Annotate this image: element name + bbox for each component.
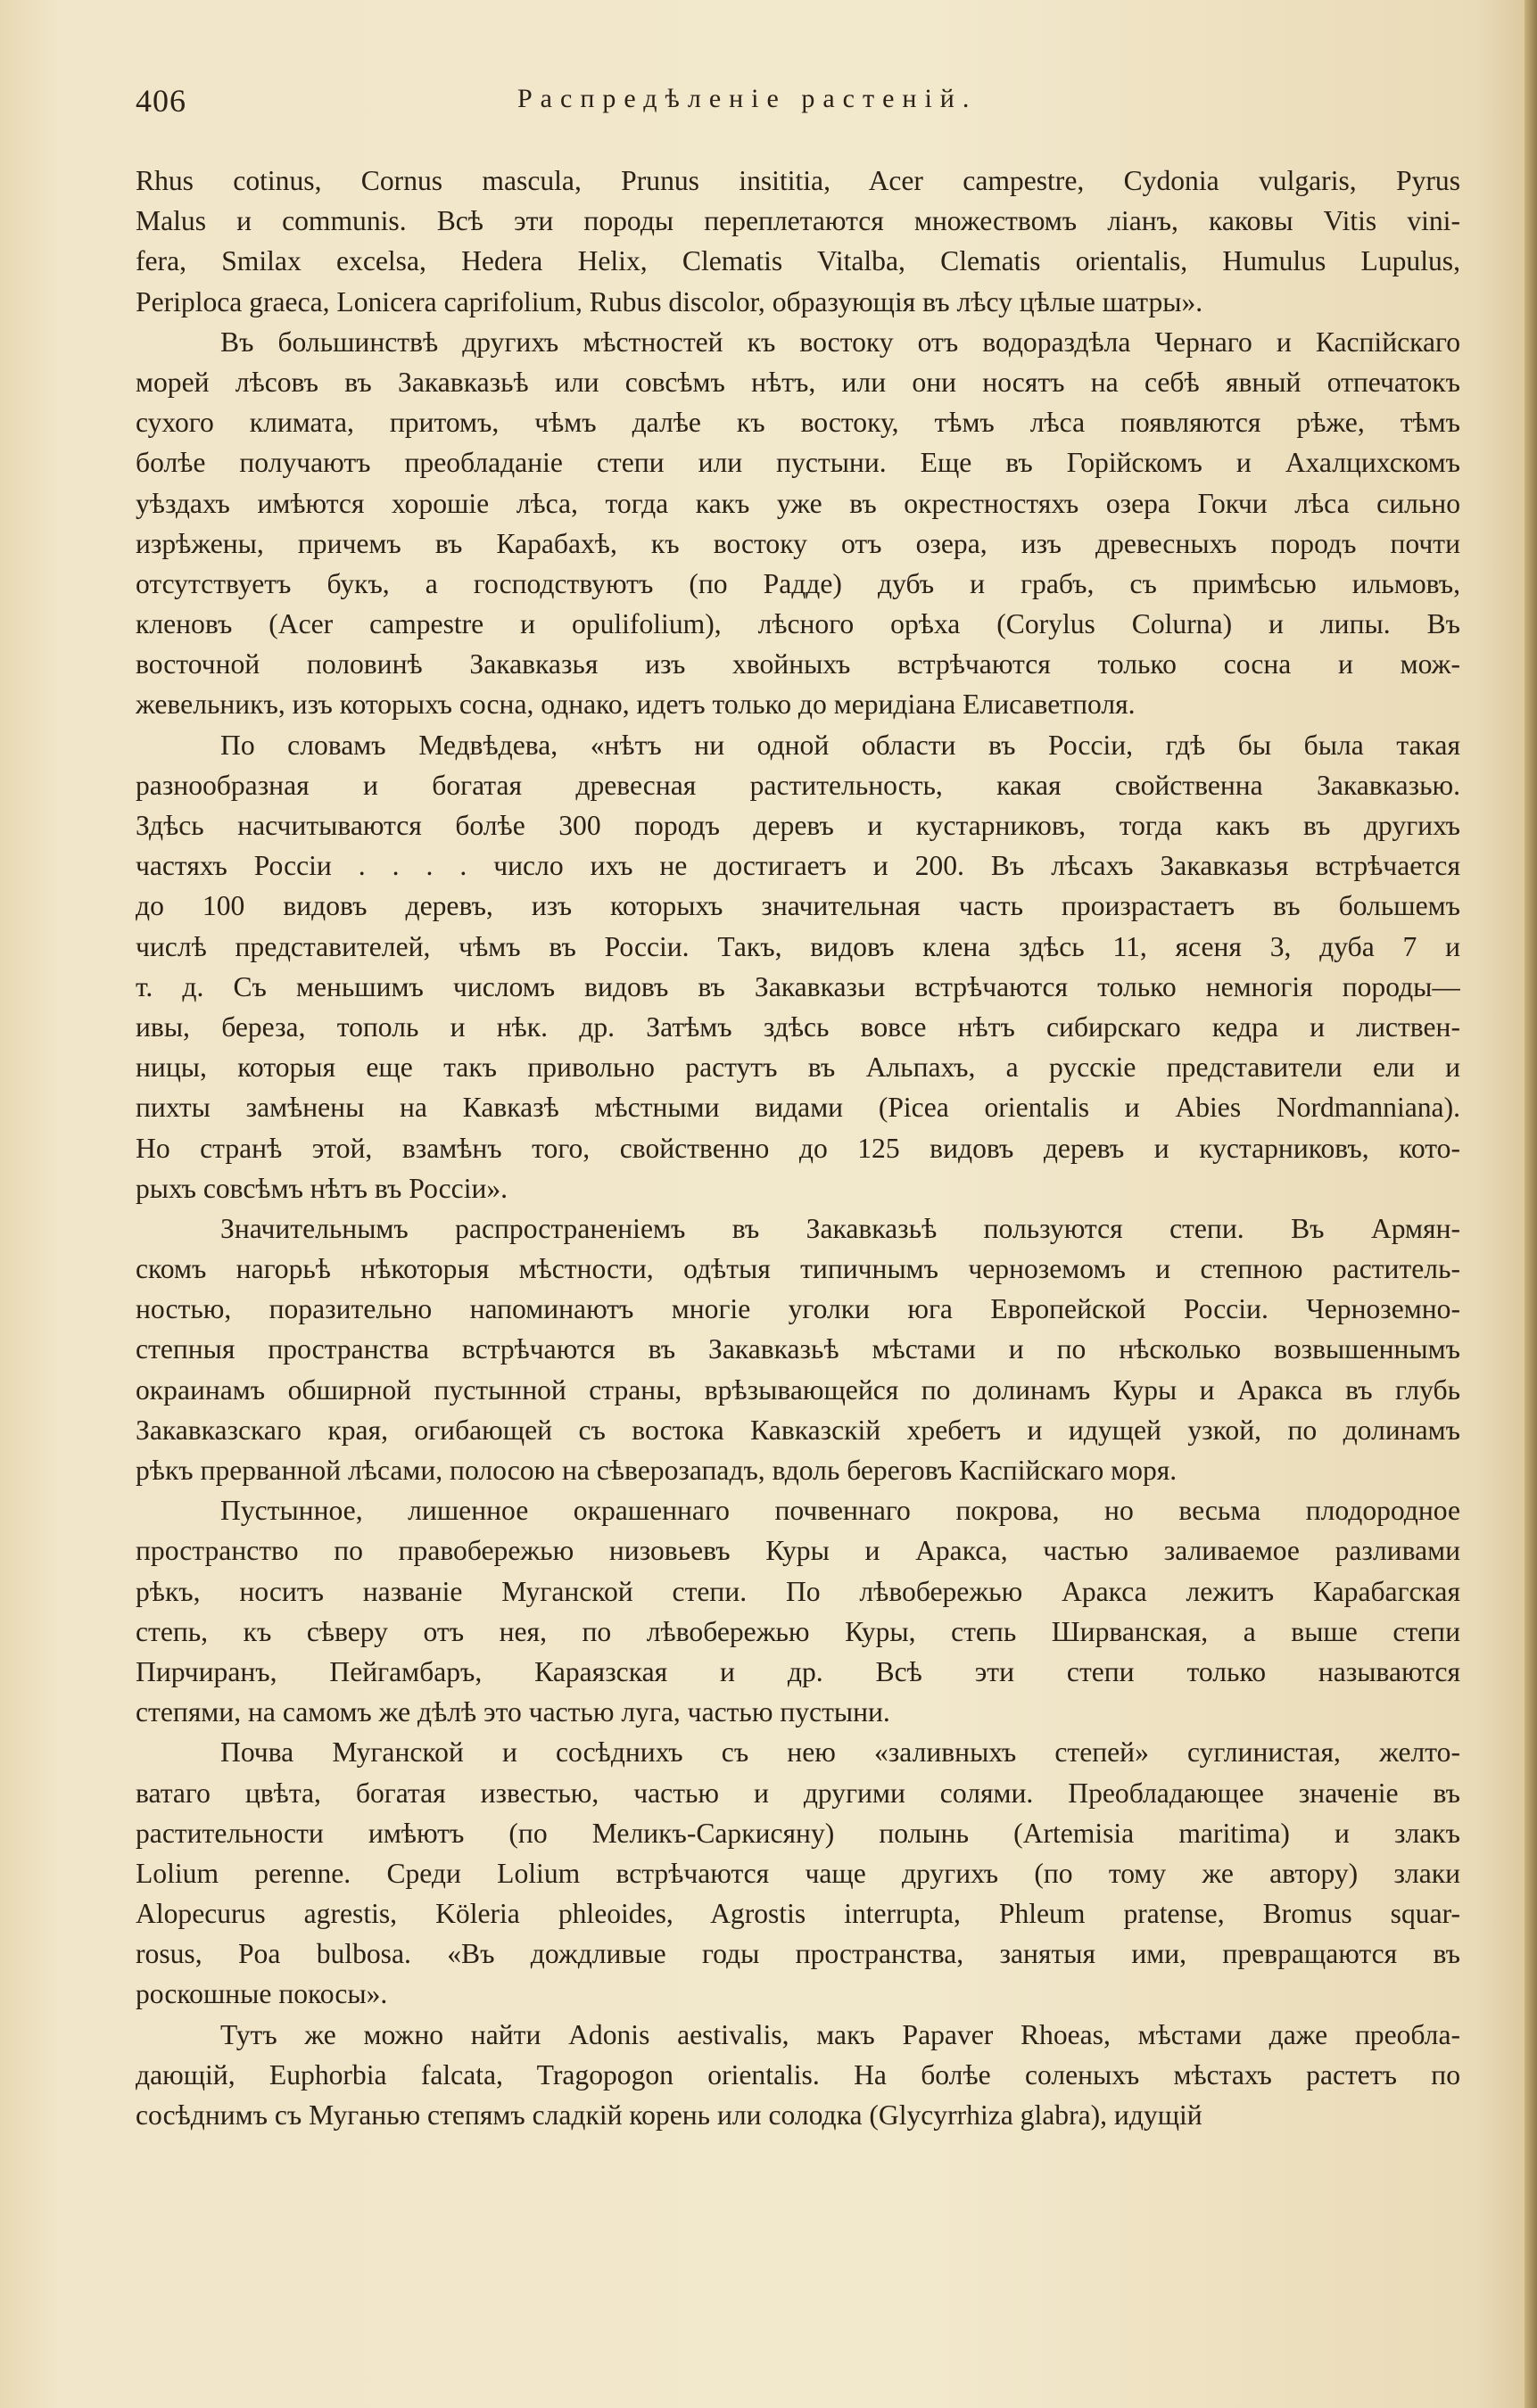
text-line: окраинамъ обширной пустынной страны, врѣзывающейся по долинамъ Куры и Аракса въ глубь	[136, 1373, 1460, 1406]
text-line: Alopecurus agrestis, Köleria phleoides, Agrostis interrupta, Phleum pratense, Bromus squar-	[136, 1898, 1460, 1930]
text-line: степныя пространства встрѣчаются въ Закавказьѣ мѣстами и по нѣсколько возвышеннымъ	[136, 1333, 1460, 1365]
page-header	[136, 82, 1527, 136]
paragraph	[136, 1490, 1460, 1732]
text-line: скомъ нагорьѣ нѣкоторыя мѣстности, одѣтыя типичнымъ черноземомъ и степною раститель-	[136, 1253, 1460, 1285]
text-line: рѣкъ, носитъ названіе Муганской степи. По лѣвобережью Аракса лежитъ Карабагская	[136, 1575, 1460, 1607]
paragraph	[136, 1208, 1460, 1490]
text-line: Пустынное, лишенное окрашеннаго почвеннаго покрова, но весьма плодородное	[220, 1495, 1460, 1527]
text-line: Но странѣ этой, взамѣнъ того, свойственно до 125 видовъ деревъ и кустарниковъ, кото-	[136, 1132, 1460, 1164]
text-line: пихты замѣнены на Кавказѣ мѣстными видами (Picea orientalis и Abies Nordmanniana).	[136, 1092, 1460, 1124]
text-line: рыхъ совсѣмъ нѣтъ въ Россіи».	[136, 1172, 508, 1204]
text-line: частяхъ Россіи . . . . число ихъ не достигаетъ и 200. Въ лѣсахъ Закавказья встрѣчается	[136, 850, 1460, 882]
text-line: жевельникъ, изъ которыхъ сосна, однако, идетъ только до меридіана Елисаветполя.	[136, 689, 1136, 721]
text-line: пространство по правобережью низовьевъ Куры и Аракса, частью заливаемое разливами	[136, 1535, 1460, 1567]
text-line: дающій, Euphorbia falcata, Tragopogon orientalis. На болѣе соленыхъ мѣстахъ растетъ по	[136, 2058, 1460, 2091]
text-line: степями, на самомъ же дѣлѣ это частью луга, частью пустыни.	[136, 1696, 890, 1728]
page-number: 406	[136, 83, 186, 119]
body-text	[136, 161, 1460, 2135]
text-line: Закавказскаго края, огибающей съ востока Кавказскій хребетъ и идущей узкой, по долинамъ	[136, 1414, 1460, 1446]
text-line: fera, Smilax excelsa, Hedera Helix, Clematis Vitalba, Clematis orientalis, Humulus Lupulus,	[136, 245, 1460, 277]
text-line: рѣкъ прерванной лѣсами, полосою на сѣверозападъ, вдоль береговъ Каспійскаго моря.	[136, 1455, 1178, 1486]
text-line: Periploca graeca, Lonicera caprifolium, Rubus discolor, образующія въ лѣсу цѣлые шатры».	[136, 285, 1203, 317]
text-line: до 100 видовъ деревъ, изъ которыхъ значительная часть произрастаетъ въ большемъ	[136, 890, 1460, 922]
text-line: восточной половинѣ Закавказья изъ хвойныхъ встрѣчаются только сосна и мож-	[136, 648, 1460, 680]
text-line: морей лѣсовъ въ Закавказьѣ или совсѣмъ нѣтъ, или они носятъ на себѣ явный отпечатокъ	[136, 366, 1460, 398]
text-line: степь, къ сѣверу отъ нея, по лѣвобережью Куры, степь Ширванская, а выше степи	[136, 1615, 1460, 1647]
text-line: отсутствуетъ букъ, а господствуютъ (по Радде) дубъ и грабъ, съ примѣсью ильмовъ,	[136, 567, 1460, 599]
paragraph	[136, 725, 1460, 1208]
text-line: ивы, береза, тополь и нѣк. др. Затѣмъ здѣсь вовсе нѣтъ сибирскаго кедра и листвен-	[136, 1010, 1460, 1043]
text-line: сухого климата, притомъ, чѣмъ далѣе къ востоку, тѣмъ лѣса появляются рѣже, тѣмъ	[136, 407, 1460, 439]
paragraph	[136, 161, 1460, 322]
text-line: растительности имѣютъ (по Меликъ-Саркисяну) полынь (Artemisia maritima) и злакъ	[136, 1817, 1460, 1849]
text-line: ностью, поразительно напоминаютъ многіе уголки юга Европейской Россіи. Черноземно-	[136, 1293, 1460, 1325]
paragraph	[136, 2015, 1460, 2136]
paragraph	[136, 1732, 1460, 2014]
text-line: уѣздахъ имѣются хорошіе лѣса, тогда какъ уже въ окрестностяхъ озера Гокчи лѣса сильно	[136, 487, 1460, 519]
text-line: ницы, которыя еще такъ привольно растутъ въ Альпахъ, а русскіе представители ели и	[136, 1051, 1460, 1084]
text-line: Lolium perenne. Среди Lolium встрѣчаются чаще другихъ (по тому же автору) злаки	[136, 1857, 1460, 1889]
text-line: ватаго цвѣта, богатая известью, частью и другими солями. Преобладающее значеніе въ	[136, 1777, 1460, 1809]
text-line: т. д. Съ меньшимъ числомъ видовъ въ Закавказьи встрѣчаются только немногія породы—	[136, 970, 1460, 1002]
text-line: rosus, Poa bulbosa. «Въ дождливые годы пространства, занятыя ими, превращаются въ	[136, 1938, 1460, 1970]
text-line: Тутъ же можно найти Adonis aestivalis, макъ Papaver Rhoeas, мѣстами даже преобла-	[220, 2018, 1460, 2050]
text-line: кленовъ (Acer campestre и opulifolium), лѣсного орѣха (Corylus Colurna) и липы. Въ	[136, 608, 1460, 640]
text-line: разнообразная и богатая древесная растительность, какая свойственна Закавказью.	[136, 769, 1460, 801]
text-line: болѣе получаютъ преобладаніе степи или пустыни. Еще въ Горійскомъ и Ахалцихскомъ	[136, 447, 1460, 479]
text-line: числѣ представителей, чѣмъ въ Россіи. Такъ, видовъ клена здѣсь 11, ясеня 3, дуба 7 и	[136, 930, 1460, 962]
page-edge-shadow	[1525, 0, 1537, 2408]
text-line: По словамъ Медвѣдева, «нѣтъ ни одной области въ Россіи, гдѣ бы была такая	[220, 729, 1460, 761]
text-line: Въ большинствѣ другихъ мѣстностей къ востоку отъ водораздѣла Чернаго и Каспійскаго	[220, 326, 1460, 358]
text-line: Почва Муганской и сосѣднихъ съ нею «заливныхъ степей» суглинистая, желто-	[220, 1736, 1460, 1769]
text-line: изрѣжены, причемъ въ Карабахѣ, къ востоку отъ озера, изъ древесныхъ породъ почти	[136, 527, 1460, 559]
text-line: Пирчиранъ, Пейгамбаръ, Караязская и др. Всѣ эти степи только называются	[136, 1655, 1460, 1687]
text-line: Здѣсь насчитываются болѣе 300 породъ деревъ и кустарниковъ, тогда какъ въ другихъ	[136, 810, 1460, 841]
paragraph	[136, 322, 1460, 725]
text-line: роскошные покосы».	[136, 1978, 388, 2010]
text-line: Rhus cotinus, Cornus mascula, Prunus insititia, Acer campestre, Cydonia vulgaris, Pyrus	[136, 165, 1460, 196]
text-line: Malus и communis. Всѣ эти породы переплетаются множествомъ ліанъ, каковы Vitis vini-	[136, 205, 1460, 237]
text-line: Значительнымъ распространеніемъ въ Закавказьѣ пользуются степи. Въ Армян-	[220, 1212, 1460, 1244]
running-title: Распредѣленіе растеній.	[517, 84, 978, 113]
text-line: сосѣднимъ съ Муганью степямъ сладкій корень или солодка (Glycyrrhiza glabra), идущій	[136, 2099, 1202, 2131]
